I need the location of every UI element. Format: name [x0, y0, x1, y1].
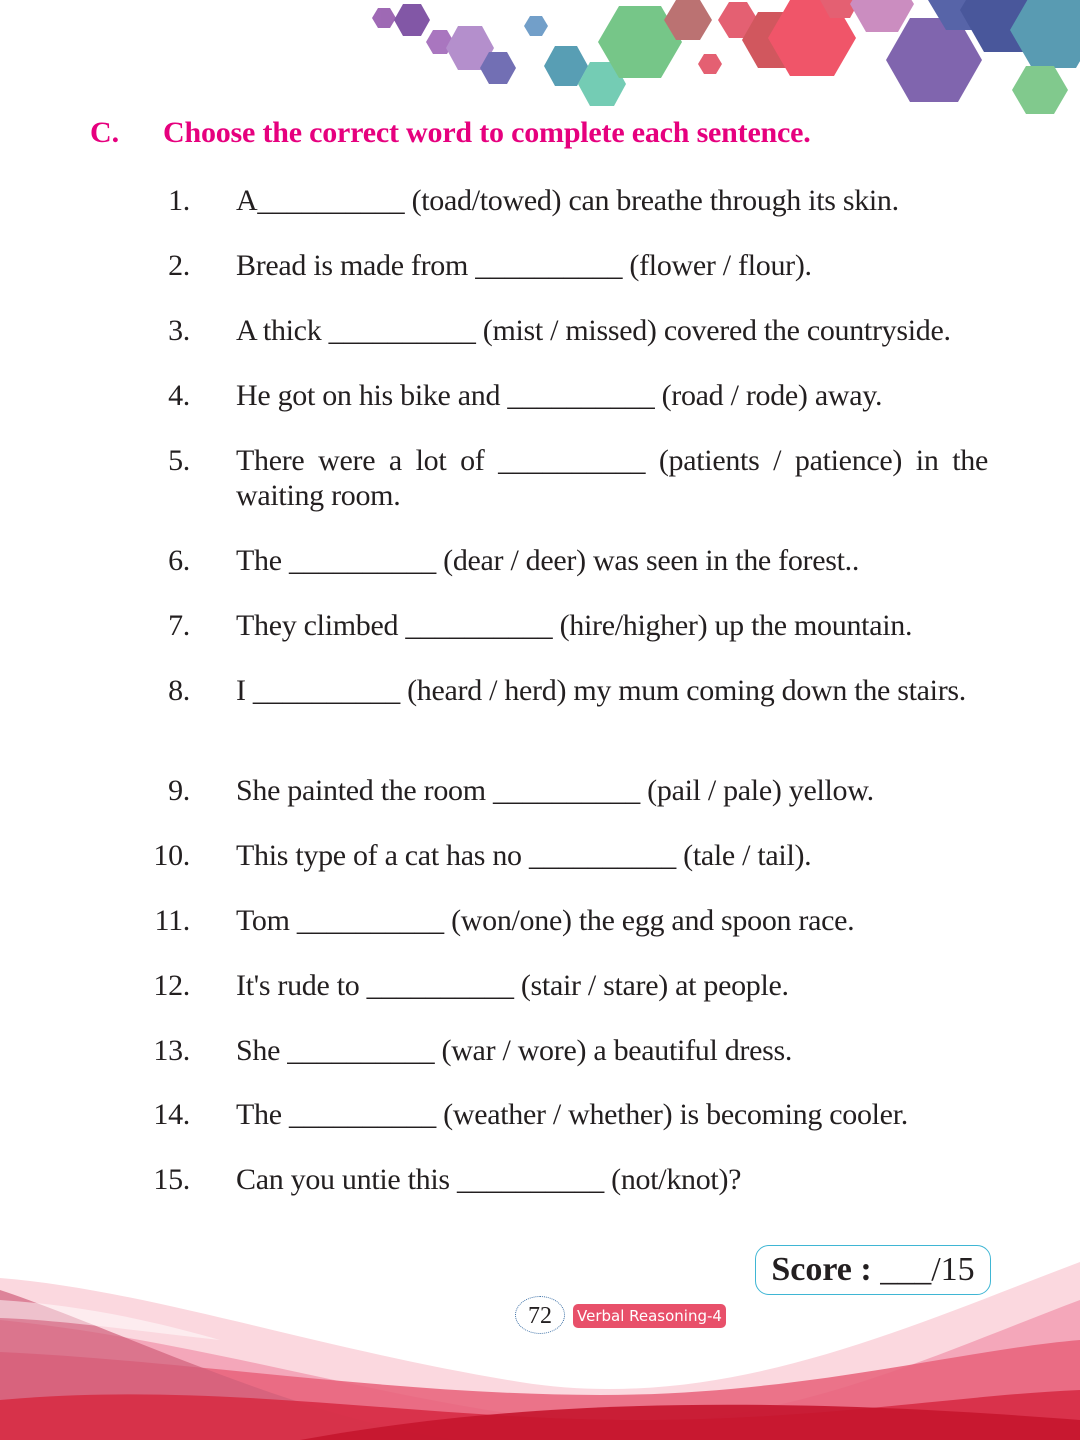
- item-sentence: The __________ (dear / deer) was seen in the forest..: [236, 544, 860, 577]
- item-number: 6.: [168, 544, 190, 577]
- page-number: 72: [515, 1296, 565, 1334]
- item-number: 15.: [153, 1163, 190, 1196]
- item-number: 3.: [168, 314, 190, 347]
- score-label: Score :: [771, 1251, 872, 1288]
- item-number: 14.: [153, 1098, 190, 1131]
- item-sentence: They climbed __________ (hire/higher) up the mountain.: [236, 609, 913, 642]
- item-sentence: This type of a cat has no __________ (tale / tail).: [236, 839, 812, 872]
- section-title: Choose the correct word to complete each sentence.: [163, 116, 811, 149]
- item-number: 5.: [168, 444, 190, 477]
- score-value: ___/15: [880, 1251, 975, 1288]
- item-sentence: She __________ (war / wore) a beautiful dress.: [236, 1034, 793, 1067]
- book-title-tag: Verbal Reasoning-4: [573, 1304, 726, 1328]
- item-number: 10.: [153, 839, 190, 872]
- item-sentence: I __________ (heard / herd) my mum coming down the stairs.: [236, 674, 966, 707]
- item-number: 11.: [154, 904, 190, 937]
- item-sentence: Can you untie this __________ (not/knot)?: [236, 1163, 742, 1196]
- section-letter: C.: [90, 116, 120, 149]
- item-sentence: The __________ (weather / whether) is becoming cooler.: [236, 1098, 908, 1131]
- item-sentence: A thick __________ (mist / missed) covered the countryside.: [236, 314, 951, 347]
- item-number: 7.: [168, 609, 190, 642]
- item-sentence: He got on his bike and __________ (road / rode) away.: [236, 379, 883, 412]
- item-number: 4.: [168, 379, 190, 412]
- item-number: 13.: [153, 1034, 190, 1067]
- item-number: 8.: [168, 674, 190, 707]
- item-number: 2.: [168, 249, 190, 282]
- item-sentence: A__________ (toad/towed) can breathe through its skin.: [236, 184, 899, 217]
- item-sentence: She painted the room __________ (pail / pale) yellow.: [236, 774, 874, 807]
- item-number: 9.: [168, 774, 190, 807]
- item-sentence: It's rude to __________ (stair / stare) at people.: [236, 969, 789, 1002]
- item-sentence: There were a lot of __________ (patients / patience) in the waiting room.: [236, 444, 988, 512]
- item-number: 1.: [168, 184, 190, 217]
- item-sentence: Tom __________ (won/one) the egg and spoon race.: [236, 904, 855, 937]
- item-number: 12.: [153, 969, 190, 1002]
- item-sentence: Bread is made from __________ (flower / flour).: [236, 249, 812, 282]
- score-box: [755, 1245, 991, 1295]
